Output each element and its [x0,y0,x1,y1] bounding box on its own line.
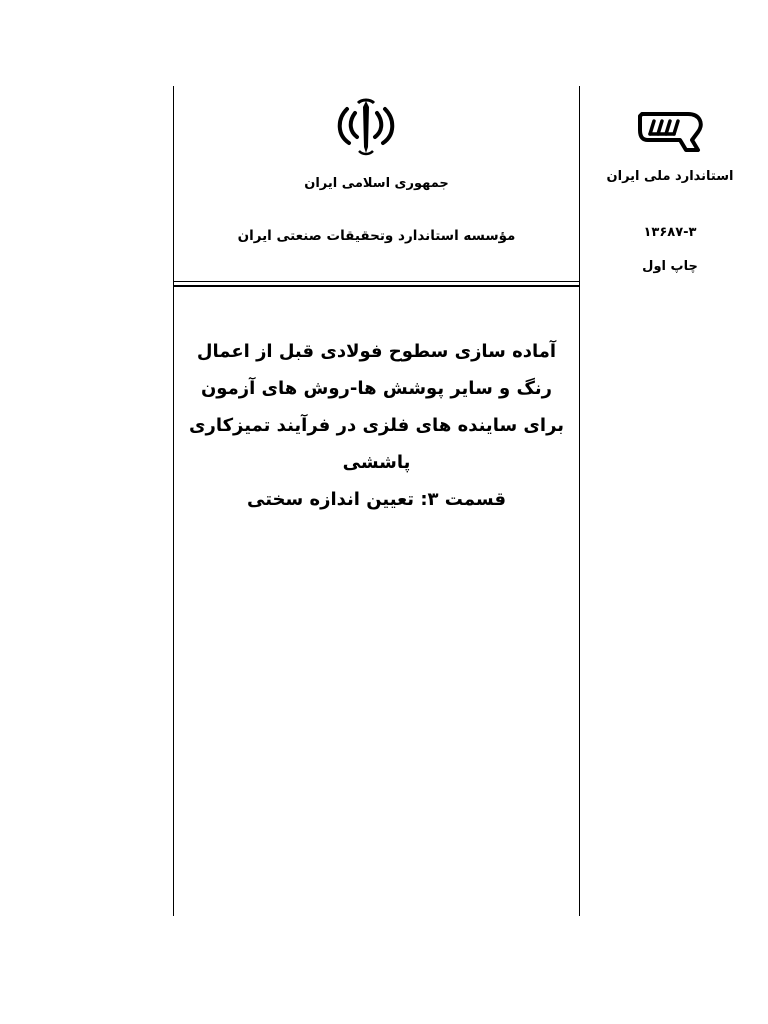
right-border-line [579,86,580,916]
institute-name: مؤسسه استاندارد وتحقیقات صنعتی ایران [237,228,516,244]
edition-label: چاپ اول [642,259,698,274]
header-divider-top [173,281,580,282]
document-title [174,333,579,518]
standard-number: ۱۳۶۸۷-۳ [643,225,697,240]
header-divider-bottom [173,285,580,287]
iran-emblem-icon [333,95,399,157]
isiri-logo-icon [636,104,708,156]
title-line-4: پاششی [342,452,411,473]
title-line-3: برای ساینده های فلزی در فرآیند تمیزکاری [188,415,565,436]
title-line-1: آماده سازی سطوح فولادی قبل از اعمال [196,341,557,362]
standard-label: استاندارد ملی ایران [606,169,734,184]
title-part: قسمت ۳: تعیین اندازه سختی [246,489,507,510]
country-name: جمهوری اسلامی ایران [304,176,449,191]
title-line-2: رنگ و سایر پوشش ها-روش های آزمون [200,378,553,399]
